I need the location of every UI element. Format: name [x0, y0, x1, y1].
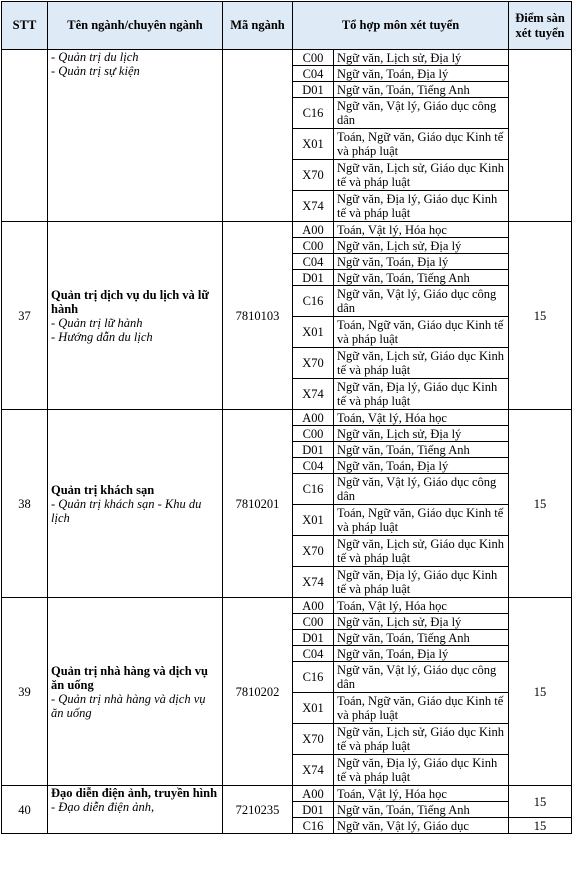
row-stt: 37 [2, 222, 48, 410]
combo-code: C00 [293, 238, 334, 254]
combo-code: C04 [293, 66, 334, 82]
row-major-code [223, 50, 293, 222]
combo-subjects: Ngữ văn, Toán, Tiếng Anh [334, 802, 509, 818]
combo-subjects: Ngữ văn, Địa lý, Giáo dục Kinh tế và pháp luật [334, 191, 509, 222]
header-code: Mã ngành [223, 2, 293, 50]
row-stt: 40 [2, 786, 48, 834]
combo-code: A00 [293, 786, 334, 802]
specialization: - Quản trị sự kiện [51, 64, 140, 78]
row-major-code: 7210235 [223, 786, 293, 834]
combo-subjects: Ngữ văn, Toán, Tiếng Anh [334, 630, 509, 646]
combo-subjects: Toán, Vật lý, Hóa học [334, 222, 509, 238]
combo-subjects: Toán, Vật lý, Hóa học [334, 598, 509, 614]
combo-subjects: Ngữ văn, Địa lý, Giáo dục Kinh tế và pháp luật [334, 567, 509, 598]
combo-code: X70 [293, 724, 334, 755]
header-combo: Tổ hợp môn xét tuyển [293, 2, 509, 50]
row-major-name [48, 50, 223, 222]
combo-code: C16 [293, 818, 334, 834]
specialization: - Quản trị nhà hàng và dịch vụ ăn uống [51, 691, 206, 720]
combo-code: X74 [293, 379, 334, 410]
header-row [2, 2, 572, 50]
combo-subjects: Ngữ văn, Lịch sử, Giáo dục Kinh tế và pháp luật [334, 160, 509, 191]
row-major-name [48, 222, 223, 410]
combo-code: A00 [293, 222, 334, 238]
row-major-name [48, 786, 223, 834]
table-row [2, 222, 572, 238]
combo-subjects: Ngữ văn, Địa lý, Giáo dục Kinh tế và pháp luật [334, 755, 509, 786]
combo-code: D01 [293, 270, 334, 286]
row-stt: 39 [2, 598, 48, 786]
combo-subjects: Toán, Ngữ văn, Giáo dục Kinh tế và pháp luật [334, 129, 509, 160]
combo-subjects: Ngữ văn, Lịch sử, Giáo dục Kinh tế và pháp luật [334, 724, 509, 755]
major-title: Đạo diễn điện ảnh, truyền hình [51, 786, 218, 800]
combo-subjects: Toán, Ngữ văn, Giáo dục Kinh tế và pháp luật [334, 317, 509, 348]
header-name: Tên ngành/chuyên ngành [48, 2, 223, 50]
table-row [2, 598, 572, 614]
row-major-code: 7810202 [223, 598, 293, 786]
table-row [2, 410, 572, 426]
combo-subjects: Ngữ văn, Vật lý, Giáo dục [334, 818, 509, 834]
combo-subjects: Ngữ văn, Vật lý, Giáo dục công dân [334, 98, 509, 129]
combo-code: X01 [293, 505, 334, 536]
combo-code: D01 [293, 82, 334, 98]
combo-subjects: Ngữ văn, Lịch sử, Giáo dục Kinh tế và pháp luật [334, 536, 509, 567]
combo-subjects: Ngữ văn, Vật lý, Giáo dục công dân [334, 474, 509, 505]
combo-code: C04 [293, 458, 334, 474]
combo-subjects: Ngữ văn, Lịch sử, Địa lý [334, 50, 509, 66]
combo-code: C16 [293, 98, 334, 129]
table-row [2, 786, 572, 802]
combo-code: X01 [293, 129, 334, 160]
row-major-code: 7810201 [223, 410, 293, 598]
header-stt: STT [2, 2, 48, 50]
specialization: - Đạo diễn điện ảnh, [51, 800, 155, 814]
combo-code: X70 [293, 536, 334, 567]
specialization: - Quản trị lữ hành [51, 315, 143, 330]
combo-code: D01 [293, 630, 334, 646]
row-min-score: 15 [509, 818, 572, 834]
combo-subjects: Ngữ văn, Lịch sử, Địa lý [334, 238, 509, 254]
combo-code: X74 [293, 567, 334, 598]
row-major-name [48, 410, 223, 598]
table-body [2, 50, 572, 834]
combo-subjects: Toán, Ngữ văn, Giáo dục Kinh tế và pháp luật [334, 505, 509, 536]
combo-subjects: Ngữ văn, Vật lý, Giáo dục công dân [334, 286, 509, 317]
combo-subjects: Ngữ văn, Địa lý, Giáo dục Kinh tế và pháp luật [334, 379, 509, 410]
combo-code: D01 [293, 802, 334, 818]
combo-subjects: Ngữ văn, Vật lý, Giáo dục công dân [334, 662, 509, 693]
combo-code: C16 [293, 286, 334, 317]
combo-code: C16 [293, 662, 334, 693]
combo-subjects: Ngữ văn, Toán, Địa lý [334, 66, 509, 82]
combo-subjects: Toán, Ngữ văn, Giáo dục Kinh tế và pháp luật [334, 693, 509, 724]
combo-code: C04 [293, 646, 334, 662]
combo-code: C00 [293, 50, 334, 66]
combo-code: X74 [293, 755, 334, 786]
combo-code: A00 [293, 410, 334, 426]
header-score: Điểm sàn xét tuyển [509, 2, 572, 50]
row-major-code: 7810103 [223, 222, 293, 410]
combo-code: D01 [293, 442, 334, 458]
row-min-score: 15 [509, 786, 572, 818]
admission-table [1, 1, 572, 834]
major-title: Quản trị khách sạn [51, 482, 155, 497]
table-row [2, 50, 572, 66]
row-major-name [48, 598, 223, 786]
combo-code: X70 [293, 160, 334, 191]
row-stt [2, 50, 48, 222]
combo-subjects: Ngữ văn, Toán, Địa lý [334, 458, 509, 474]
combo-code: X01 [293, 693, 334, 724]
combo-subjects: Ngữ văn, Toán, Tiếng Anh [334, 442, 509, 458]
combo-code: A00 [293, 598, 334, 614]
combo-subjects: Ngữ văn, Lịch sử, Giáo dục Kinh tế và pháp luật [334, 348, 509, 379]
combo-code: X01 [293, 317, 334, 348]
combo-code: C00 [293, 426, 334, 442]
major-title: Quản trị dịch vụ du lịch và lữ hành [51, 287, 209, 316]
row-min-score: 15 [509, 410, 572, 598]
row-stt: 38 [2, 410, 48, 598]
row-min-score [509, 50, 572, 222]
combo-code: C00 [293, 614, 334, 630]
combo-subjects: Toán, Vật lý, Hóa học [334, 410, 509, 426]
major-title: Quản trị nhà hàng và dịch vụ ăn uống [51, 663, 208, 692]
combo-code: X74 [293, 191, 334, 222]
specialization: - Hướng dẫn du lịch [51, 329, 153, 344]
specialization: - Quản trị du lịch [51, 50, 139, 64]
combo-subjects: Toán, Vật lý, Hóa học [334, 786, 509, 802]
combo-code: C04 [293, 254, 334, 270]
combo-subjects: Ngữ văn, Toán, Tiếng Anh [334, 270, 509, 286]
combo-subjects: Ngữ văn, Toán, Địa lý [334, 254, 509, 270]
combo-code: C16 [293, 474, 334, 505]
combo-subjects: Ngữ văn, Toán, Tiếng Anh [334, 82, 509, 98]
row-min-score: 15 [509, 598, 572, 786]
specialization: - Quản trị khách sạn - Khu du lịch [51, 496, 202, 525]
combo-subjects: Ngữ văn, Lịch sử, Địa lý [334, 426, 509, 442]
combo-subjects: Ngữ văn, Lịch sử, Địa lý [334, 614, 509, 630]
combo-code: X70 [293, 348, 334, 379]
row-min-score: 15 [509, 222, 572, 410]
combo-subjects: Ngữ văn, Toán, Địa lý [334, 646, 509, 662]
